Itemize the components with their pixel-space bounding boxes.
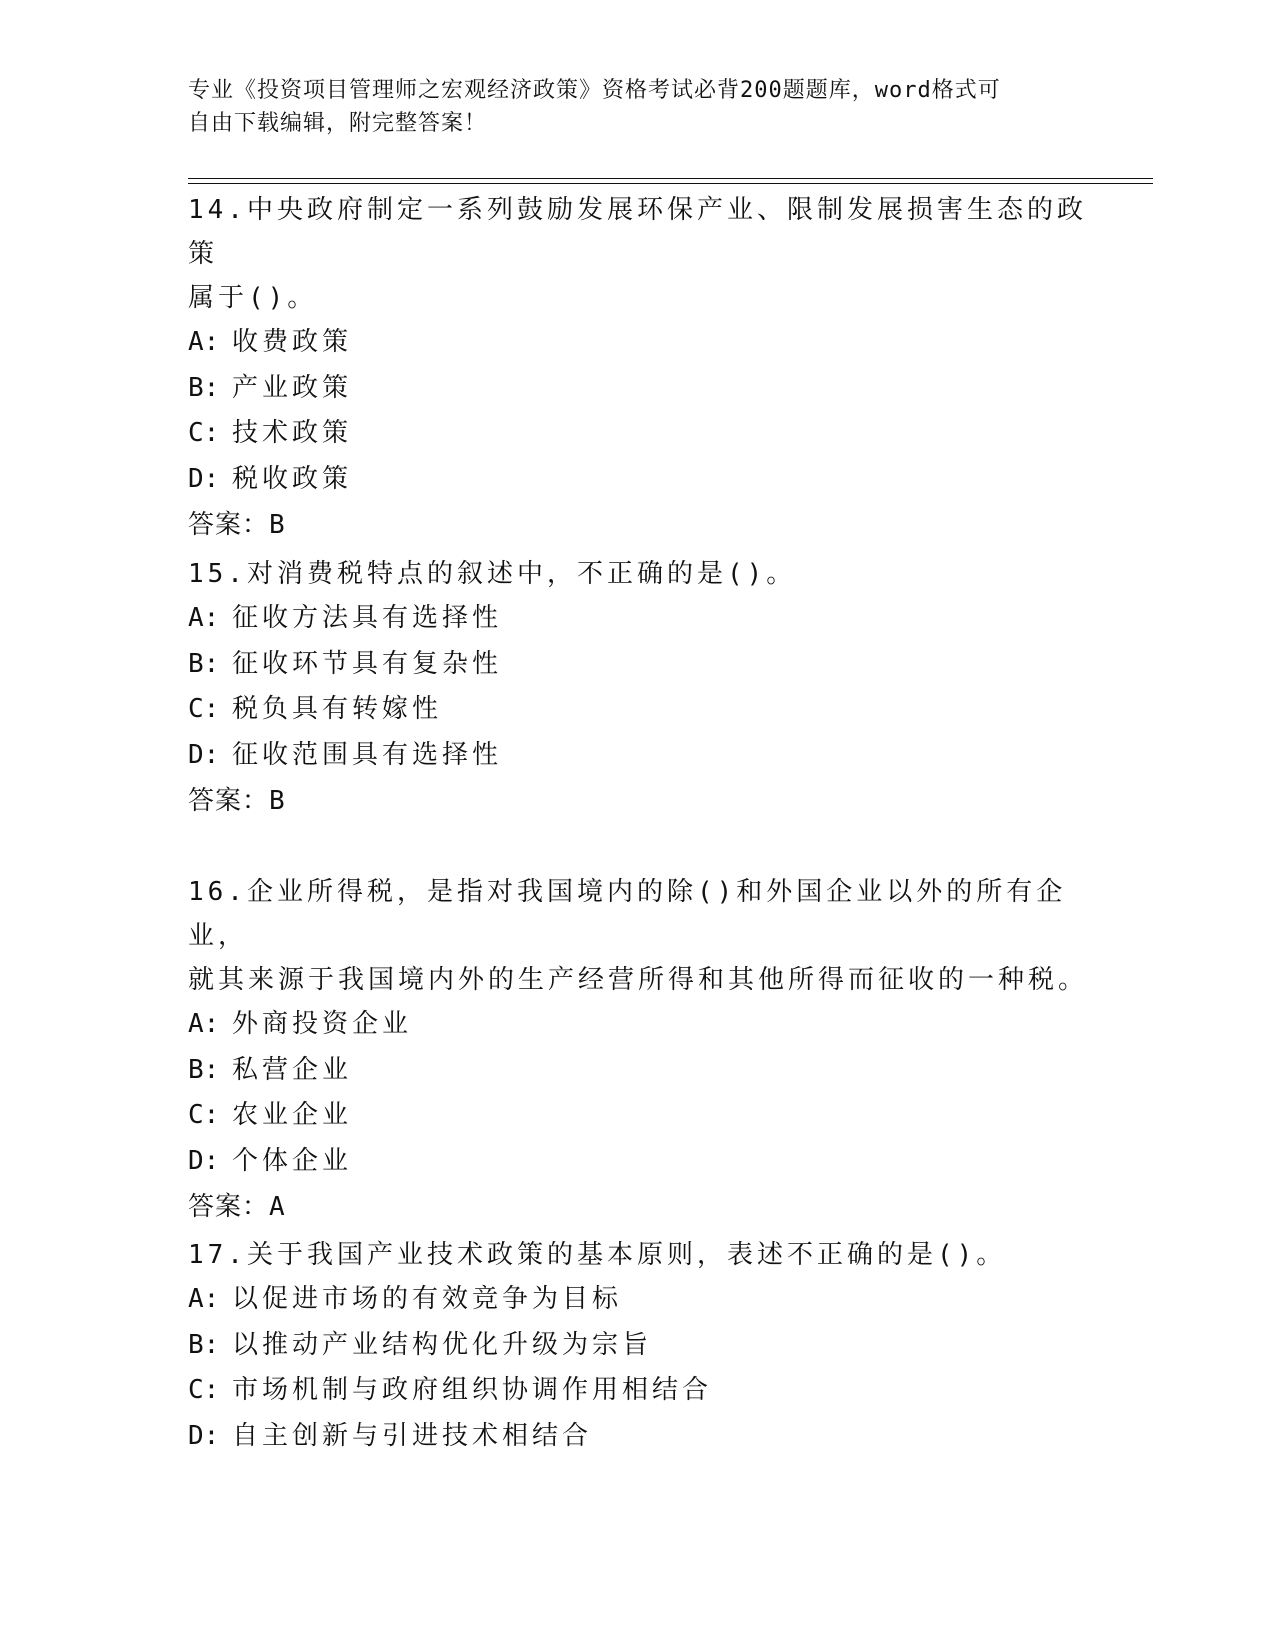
option-letter: D: xyxy=(188,1145,220,1176)
question-stem-continued: 就其来源于我国境内外的生产经营所得和其他所得而征收的一种税。 xyxy=(188,965,1089,995)
option-c xyxy=(188,411,1088,457)
option-b xyxy=(188,1323,1088,1369)
question-17 xyxy=(188,1233,1088,1459)
option-text: 以促进市场的有效竞争为目标 xyxy=(232,1284,623,1314)
answer-label: 答案： xyxy=(188,1192,270,1222)
option-a xyxy=(188,1277,1088,1323)
answer-value: B xyxy=(269,510,286,540)
option-letter: D: xyxy=(188,463,220,494)
answer-value: B xyxy=(269,786,286,816)
question-stem: 14.中央政府制定一系列鼓励发展环保产业、限制发展损害生态的政策 xyxy=(188,195,1087,269)
option-d xyxy=(188,1414,1088,1460)
option-text: 征收环节具有复杂性 xyxy=(232,648,503,679)
option-letter: B: xyxy=(188,648,220,679)
header-line-2: 自由下载编辑，附完整答案！ xyxy=(188,111,488,136)
option-a xyxy=(188,320,1088,366)
question-stem: 16.企业所得税，是指对我国境内的除()和外国企业以外的所有企业， xyxy=(188,877,1067,951)
option-text: 收费政策 xyxy=(232,327,353,357)
answer-line xyxy=(188,778,1088,824)
answer-line xyxy=(188,502,1088,548)
option-letter: B: xyxy=(188,1329,220,1360)
option-text: 自主创新与引进技术相结合 xyxy=(232,1420,593,1451)
answer-label: 答案： xyxy=(188,510,270,540)
header-divider-bottom xyxy=(188,183,1153,184)
option-text: 税负具有转嫁性 xyxy=(232,694,443,724)
option-text: 税收政策 xyxy=(232,463,353,494)
option-d xyxy=(188,1139,1088,1185)
question-stem-continued: 属于()。 xyxy=(188,283,318,313)
question-14 xyxy=(188,188,1088,548)
option-text: 征收方法具有选择性 xyxy=(232,603,503,633)
option-letter: C: xyxy=(188,1375,220,1405)
option-letter: C: xyxy=(188,1100,220,1130)
header-line-1: 专业《投资项目管理师之宏观经济政策》资格考试必背200题题库，word格式可 xyxy=(188,78,1001,103)
answer-value: A xyxy=(269,1192,286,1222)
option-text: 技术政策 xyxy=(232,418,353,448)
option-letter: A: xyxy=(188,327,220,357)
option-b xyxy=(188,1048,1088,1094)
option-d xyxy=(188,733,1088,779)
option-text: 以推动产业结构优化升级为宗旨 xyxy=(232,1329,653,1360)
header-divider-top xyxy=(188,178,1153,179)
question-stem: 15.对消费税特点的叙述中，不正确的是()。 xyxy=(188,559,797,589)
option-text: 市场机制与政府组织协调作用相结合 xyxy=(232,1375,713,1405)
option-letter: A: xyxy=(188,1284,220,1314)
option-letter: B: xyxy=(188,372,220,403)
option-c xyxy=(188,1093,1088,1139)
option-letter: D: xyxy=(188,1420,220,1451)
option-text: 产业政策 xyxy=(232,372,353,403)
question-stem: 17.关于我国产业技术政策的基本原则，表述不正确的是()。 xyxy=(188,1240,1007,1270)
option-c xyxy=(188,687,1088,733)
answer-line xyxy=(188,1184,1088,1230)
option-b xyxy=(188,642,1088,688)
option-a xyxy=(188,1002,1088,1048)
option-text: 农业企业 xyxy=(232,1100,353,1130)
option-letter: C: xyxy=(188,694,220,724)
document-header xyxy=(188,74,1088,140)
answer-label: 答案： xyxy=(188,786,270,816)
option-letter: A: xyxy=(188,603,220,633)
option-text: 外商投资企业 xyxy=(232,1009,413,1039)
option-letter: D: xyxy=(188,739,220,770)
option-letter: B: xyxy=(188,1054,220,1085)
option-a xyxy=(188,596,1088,642)
option-letter: A: xyxy=(188,1009,220,1039)
option-text: 个体企业 xyxy=(232,1145,353,1176)
option-letter: C: xyxy=(188,418,220,448)
option-text: 征收范围具有选择性 xyxy=(232,739,503,770)
question-15 xyxy=(188,552,1088,824)
option-b xyxy=(188,366,1088,412)
option-d xyxy=(188,457,1088,503)
question-16 xyxy=(188,870,1088,1230)
option-text: 私营企业 xyxy=(232,1054,353,1085)
option-c xyxy=(188,1368,1088,1414)
